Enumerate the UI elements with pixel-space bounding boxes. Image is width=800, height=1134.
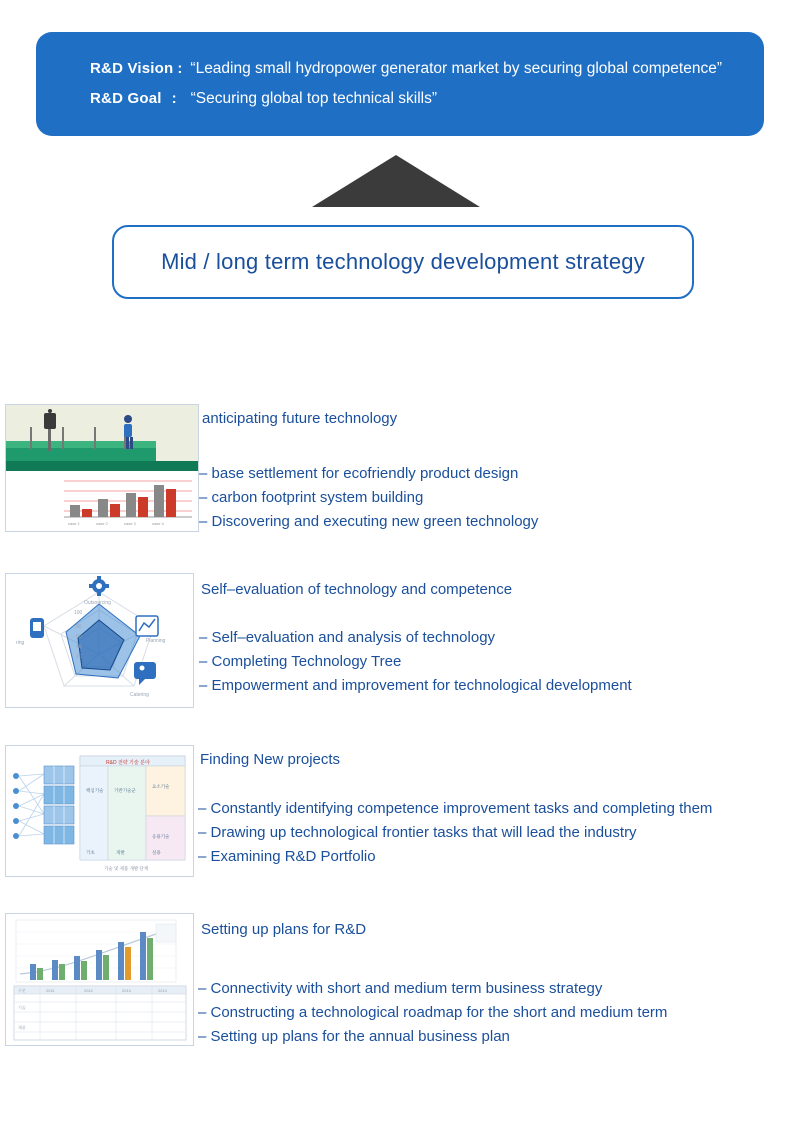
svg-text:60: 60 xyxy=(76,634,82,640)
svg-text:구분: 구분 xyxy=(18,988,26,993)
bullet-item: – base settlement for ecofriendly product design xyxy=(199,465,519,482)
section-title: Finding New projects xyxy=(200,751,341,768)
rd-vision-row xyxy=(36,60,764,78)
svg-text:20: 20 xyxy=(76,654,82,660)
rd-vision-banner xyxy=(36,32,764,136)
rd-goal-label: R&D Goal xyxy=(90,90,162,107)
rd-vision-label: R&D Vision xyxy=(90,60,174,77)
rd-vision-text: “Leading small hydropower generator market by securing global competence” xyxy=(190,60,722,77)
illustration-matrix-diagram xyxy=(5,745,194,877)
svg-text:응용기술: 응용기술 xyxy=(152,834,170,839)
illustration-radar-chart xyxy=(5,573,194,708)
svg-text:R&D 전략 기술 분야: R&D 전략 기술 분야 xyxy=(106,760,150,766)
bullet-item: – Constantly identifying competence improvement tasks and completing them xyxy=(198,800,713,817)
section-title: anticipating future technology xyxy=(202,410,398,427)
svg-text:2011: 2011 xyxy=(46,988,55,993)
svg-text:100: 100 xyxy=(74,610,83,616)
svg-text:기술: 기술 xyxy=(18,1005,26,1010)
svg-text:핵심기술: 핵심기술 xyxy=(86,788,104,793)
svg-text:case 1: case 1 xyxy=(68,521,80,526)
svg-text:Outsourcing: Outsourcing xyxy=(84,600,111,606)
bullet-item: – carbon footprint system building xyxy=(199,489,424,506)
rd-goal-row xyxy=(36,90,764,108)
rd-goal-colon: : xyxy=(171,90,177,107)
bullet-item: – Constructing a technological roadmap for the short and medium term xyxy=(198,1004,668,1021)
svg-text:Planning: Planning xyxy=(146,638,166,644)
section-title: Setting up plans for R&D xyxy=(201,921,367,938)
svg-text:요소기술: 요소기술 xyxy=(152,784,170,789)
section-bullets xyxy=(198,797,712,869)
bullet-item: – Setting up plans for the annual business plan xyxy=(198,1028,510,1045)
strategy-title: Mid / long term technology development strategy xyxy=(161,249,645,274)
rd-goal-text: “Securing global top technical skills” xyxy=(190,90,438,107)
down-arrow-icon xyxy=(312,155,480,211)
svg-text:기술 및 제품 개발 단계: 기술 및 제품 개발 단계 xyxy=(104,866,149,871)
bullet-item: – Examining R&D Portfolio xyxy=(198,848,376,865)
strategy-box xyxy=(112,225,694,299)
section-bullets xyxy=(199,626,632,698)
svg-text:80: 80 xyxy=(76,624,82,630)
svg-text:기초: 기초 xyxy=(86,850,95,855)
svg-text:40: 40 xyxy=(76,644,82,650)
rd-vision-colon: : xyxy=(177,60,183,77)
section-bullets xyxy=(199,462,538,534)
svg-text:case 4: case 4 xyxy=(152,521,164,526)
illustration-green-product-chart xyxy=(5,404,199,532)
svg-text:case 2: case 2 xyxy=(96,521,108,526)
svg-text:개발: 개발 xyxy=(116,850,125,855)
bullet-item: – Self–evaluation and analysis of technology xyxy=(199,629,496,646)
bullet-item: – Completing Technology Tree xyxy=(199,653,402,670)
svg-text:제품: 제품 xyxy=(18,1025,26,1030)
section-title: Self–evaluation of technology and competence xyxy=(201,581,513,598)
svg-text:2014: 2014 xyxy=(158,988,167,993)
svg-text:실용: 실용 xyxy=(152,850,161,855)
svg-text:case 3: case 3 xyxy=(124,521,136,526)
svg-text:기반기술군: 기반기술군 xyxy=(114,788,136,793)
bullet-item: – Empowerment and improvement for technological development xyxy=(199,677,632,694)
svg-text:2013: 2013 xyxy=(122,988,131,993)
bullet-item: – Discovering and executing new green technology xyxy=(199,513,539,530)
svg-text:Catering: Catering xyxy=(130,692,149,698)
bullet-item: – Drawing up technological frontier tasks that will lead the industry xyxy=(198,824,637,841)
svg-text:ring: ring xyxy=(16,640,25,646)
section-bullets xyxy=(198,977,667,1049)
bullet-item: – Connectivity with short and medium term business strategy xyxy=(198,980,603,997)
svg-text:2012: 2012 xyxy=(84,988,93,993)
illustration-roadmap-table xyxy=(5,913,194,1046)
